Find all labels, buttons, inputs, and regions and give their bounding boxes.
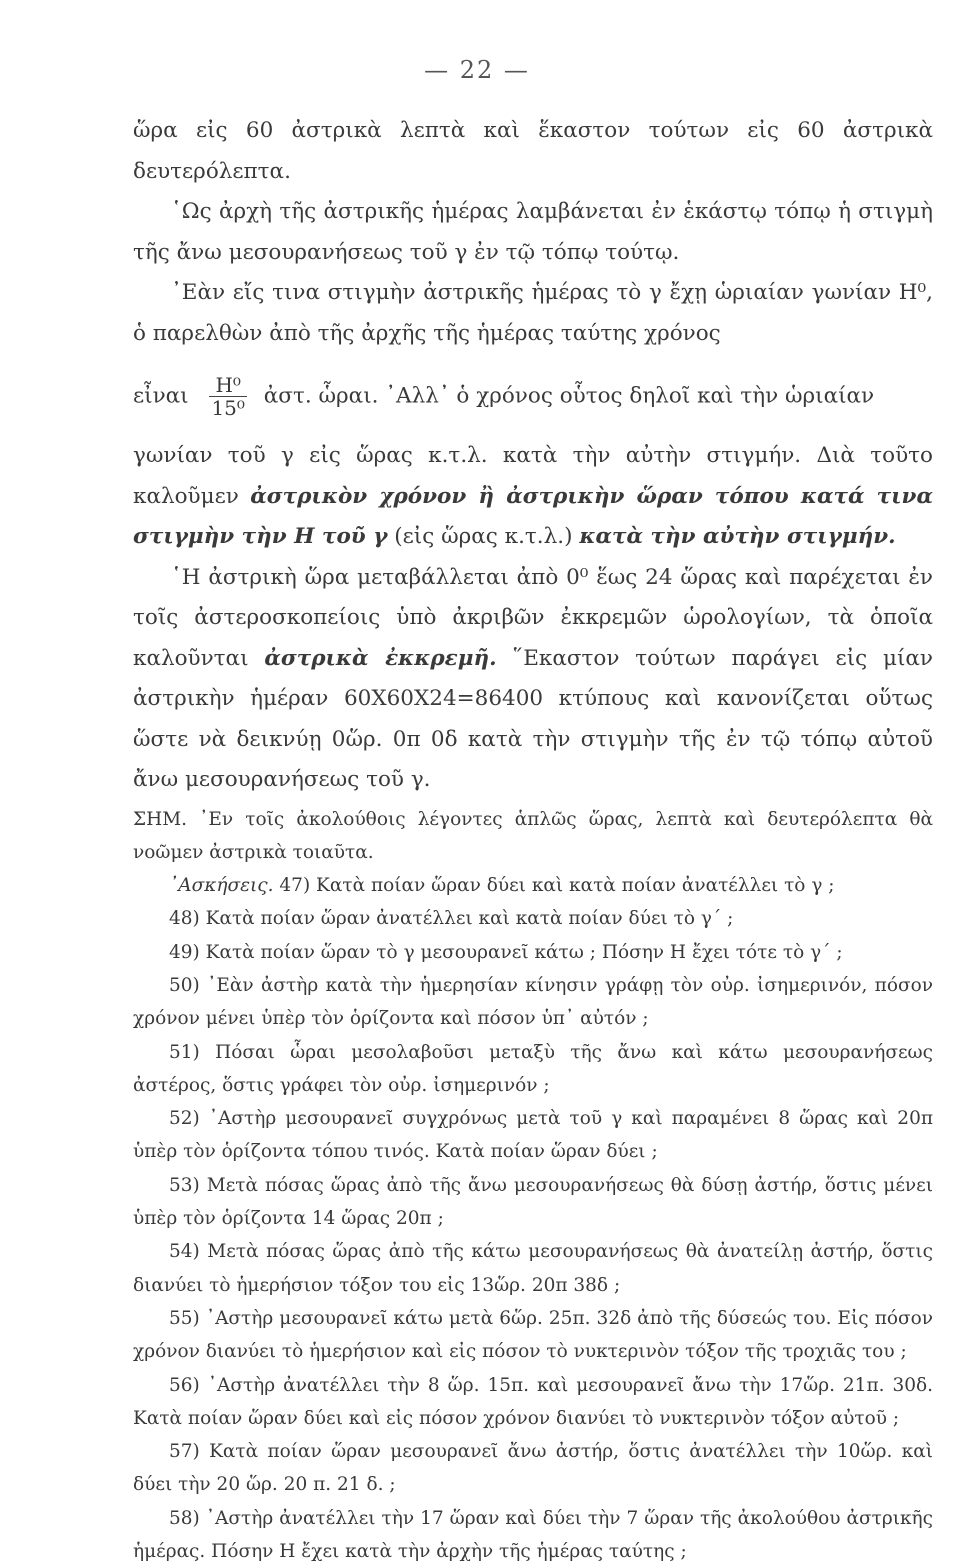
exercise-53: 53) Μετὰ πόσας ὥρας ἀπὸ τῆς ἄνω μεσουρανήσεως θὰ δύσῃ ἀστήρ, ὅστις μένει ὑπὲρ τὸν ὁρίζοντα 14 ὥρας 20π ; (133, 1174, 933, 1230)
definition-term: ἀστρικὸν χρόνον ἢ ἀστρικὴν ὥραν τόπου κατά τινα στιγμὴν τὴν Η τοῦ γ (133, 483, 933, 549)
definition-term-end: κατὰ τὴν αὐτὴν στιγμήν. (579, 524, 896, 549)
note-paragraph: ΣΗΜ. ᾿Εν τοῖς ἀκολούθοις λέγοντες ἁπλῶς ὥρας, λεπτὰ καὶ δευτερόλεπτα θὰ νοῶμεν ἀστρικὰ τοιαῦτα. (133, 808, 933, 863)
exercise-58: 58) ᾿Αστὴρ ἀνατέλλει τὴν 17 ὥραν καὶ δύει τὴν 7 ὥραν τῆς ἀκολούθου ἀστρικῆς ἡμέρας. Πόσην Η ἔχει κατὰ τὴν ἀρχὴν τῆς ἡμέρας ταύτης ; (133, 1507, 933, 1563)
exercise-51: 51) Πόσαι ὧραι μεσολαβοῦσι μεταξὺ τῆς ἄνω καὶ κάτω μεσουρανήσεως ἀστέρος, ὅστις γράφει τὸν οὐρ. ἰσημερινόν ; (133, 1041, 933, 1096)
paragraph-definition (133, 436, 933, 558)
exercise-49: 49) Κατὰ ποίαν ὥραν τὸ γ μεσουρανεῖ κάτω ; Πόσην Η ἔχει τότε τὸ γ΄ ; (169, 941, 843, 963)
paragraph-sidereal-clock (133, 558, 933, 801)
exercise-56: 56) ᾿Αστὴρ ἀνατέλλει τὴν 8 ὥρ. 15π. καὶ μεσουρανεῖ ἄνω τὴν 17ὥρ. 21π. 30δ. Κατὰ ποίαν ὥραν δύει καὶ εἰς πόσον χρόνον διανύει τὸ νυκτερινὸν τόξον αὐτοῦ ; (133, 1374, 933, 1429)
clock-term: ἀστρικὰ ἐκκρεμῆ. (264, 645, 497, 671)
main-text (133, 111, 933, 1568)
exercise-47-text: 47) Κατὰ ποίαν ὥραν δύει καὶ κατὰ ποίαν ἀνατέλλει τὸ γ ; (279, 875, 835, 897)
fraction-denominator: 15⁰ (211, 396, 245, 420)
exercise-54: 54) Μετὰ πόσας ὥρας ἀπὸ τῆς κάτω μεσουρανήσεως θὰ ἀνατείλῃ ἀστήρ, ὅστις διανύει τὸ ἡμερήσιον τόξον του εἰς 13ὥρ. 20π 38δ ; (133, 1241, 933, 1296)
fraction-numerator: Η⁰ (209, 374, 246, 397)
exercise-57: 57) Κατὰ ποίαν ὥραν μεσουρανεῖ ἄνω ἀστήρ, ὅστις ἀνατέλλει τὴν 10ὥρ. καὶ δύει τὴν 20 ὥρ. 20 π. 21 δ. ; (133, 1441, 933, 1496)
paragraph-hour-angle: ᾿Εὰν εἴς τινα στιγμὴν ἀστρικῆς ἡμέρας τὸ γ ἔχῃ ὡριαίαν γωνίαν Η⁰, ὁ παρελθὼν ἀπὸ τῆς ἀρχῆς τῆς ἡμέρας ταύτης χρόνος (133, 280, 933, 346)
definition-lead: γωνίαν τοῦ γ εἰς ὥρας κ.τ.λ. κατὰ τὴν αὐτὴν στιγμήν. Διὰ τοῦτο καλοῦμεν (133, 443, 933, 509)
paragraph-start-of-day: ῾Ως ἀρχὴ τῆς ἀστρικῆς ἡμέρας λαμβάνεται ἐν ἑκάστῳ τόπῳ ἡ στιγμὴ τῆς ἄνω μεσουρανήσεως τοῦ γ ἐν τῷ τόπῳ τούτῳ. (133, 199, 933, 265)
paragraph-continuation: ὥρα εἰς 60 ἀστρικὰ λεπτὰ καὶ ἕκαστον τούτων εἰς 60 ἀστρικὰ δευτερόλεπτα. (133, 118, 933, 184)
fraction-trailing-text: ἀστ. ὧραι. ᾿Αλλ᾿ ὁ χρόνος οὗτος δηλοῖ καὶ τὴν ὡριαίαν (263, 383, 875, 409)
clock-lead: ῾Η ἀστρικὴ ὥρα μεταβάλλεται ἀπὸ 0⁰ ἕως 24 ὥρας καὶ παρέχεται ἐν τοῖς ἀστεροσκοπείοις ὑπὸ ἀκριβῶν ἐκκρεμῶν ὡρολογίων, τὰ ὁποῖα καλοῦνται (133, 564, 933, 671)
fraction-h-over-15 (209, 374, 246, 419)
einai-word: εἶναι (133, 383, 189, 409)
definition-paren: (εἰς ὥρας κ.τ.λ.) (394, 524, 573, 549)
exercises-heading: ᾿Ασκήσεις. (169, 875, 274, 897)
exercise-52: 52) ᾿Αστὴρ μεσουρανεῖ συγχρόνως μετὰ τοῦ γ καὶ παραμένει 8 ὥρας καὶ 20π ὑπὲρ τὸν ὁρίζοντα τόπου τινός. Κατὰ ποίαν ὥραν δύει ; (133, 1108, 933, 1163)
exercise-50: 50) ᾿Εὰν ἀστὴρ κατὰ τὴν ἡμερησίαν κίνησιν γράφῃ τὸν οὐρ. ἰσημερινόν, πόσον χρόνον μένει ὑπὲρ τὸν ὁρίζοντα καὶ πόσον ὑπ᾿ αὐτόν ; (133, 974, 933, 1030)
exercise-48: 48) Κατὰ ποίαν ὥραν ἀνατέλλει καὶ κατὰ ποίαν δύει τὸ γ΄ ; (169, 908, 734, 930)
exercise-55: 55) ᾿Αστὴρ μεσουρανεῖ κάτω μετὰ 6ὥρ. 25π. 32δ ἀπὸ τῆς δύσεώς του. Εἰς πόσον χρόνον διανύει τὸ ἡμερήσιον καὶ εἰς πόσον τὸ νυκτερινὸν τόξον τῆς τροχιᾶς του ; (133, 1307, 933, 1363)
fraction-line (133, 354, 933, 436)
page-number: — 22 — (424, 56, 530, 84)
exercise-47 (133, 869, 933, 902)
clock-rest: ῞Εκαστον τούτων παράγει εἰς μίαν ἀστρικὴν ἡμέραν 60Χ60Χ24=86400 κτύπους καὶ κανονίζεται οὕτως ὥστε νὰ δεικνύῃ 0ὥρ. 0π 0δ κατὰ τὴν στιγμὴν τῆς ἐν τῷ τόπῳ αὐτοῦ ἄνω μεσουρανήσεως τοῦ γ. (133, 645, 933, 792)
